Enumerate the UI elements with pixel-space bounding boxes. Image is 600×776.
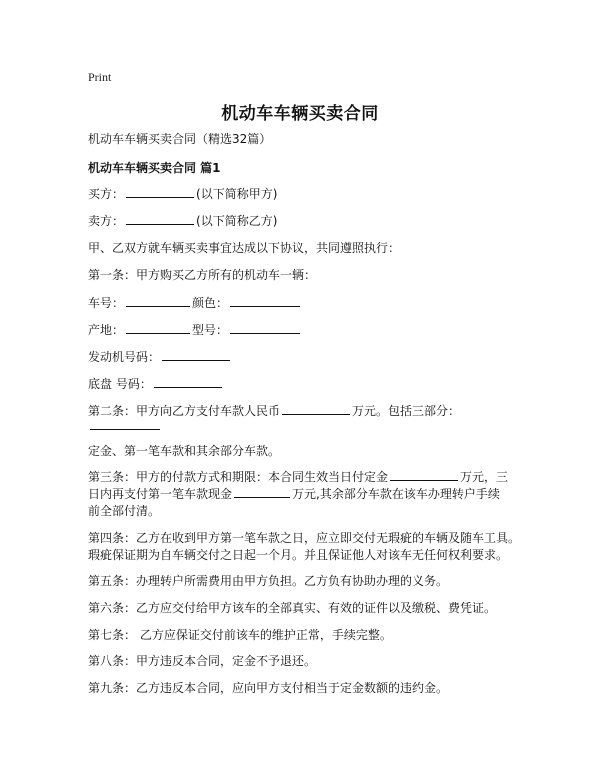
- plate-blank: [126, 295, 190, 307]
- chassis-line: [88, 376, 508, 393]
- deposit-blank: [390, 469, 458, 481]
- engine-blank: [162, 349, 230, 361]
- clause-2-text-a: 第二条：甲方向乙方支付车款人民币: [88, 404, 281, 418]
- intro-paragraph: 甲、乙双方就车辆买卖事宜达成以下协议，共同遵照执行：: [88, 241, 401, 255]
- color-label: 颜色：: [192, 296, 229, 310]
- clause-5: 第五条：办理转户所需费用由甲方负担。乙方负有协助办理的义务。: [88, 574, 449, 588]
- clause-4-line-2: 瑕疵保证期为自车辆交付之日起一个月。并且保证他人对该车无任何权利要求。: [88, 548, 509, 562]
- clause-3-text-d: 万元,其余部分车款在该车办理转户手续: [292, 487, 500, 501]
- clause-3-text-a: 第三条：甲方的付款方式和期限：本合同生效当日付定金: [88, 470, 389, 484]
- clause-3-line-2: [88, 486, 508, 503]
- first-payment-blank: [234, 486, 290, 498]
- origin-blank: [126, 322, 190, 334]
- clause-6: 第六条：乙方应交付给甲方该车的全部真实、有效的证件以及缴税、费凭证。: [88, 601, 497, 615]
- clause-3-line-1: [88, 469, 508, 486]
- buyer-label: 买方：: [88, 187, 125, 201]
- clause-3-line-3: 前全部付清。: [88, 504, 161, 518]
- model-blank: [230, 322, 300, 334]
- buyer-blank: [126, 186, 194, 198]
- plate-label: 车号：: [88, 296, 125, 310]
- buyer-note: (以下简称甲方): [196, 187, 278, 201]
- engine-label: 发动机号码：: [88, 350, 161, 364]
- document-title: 机动车车辆买卖合同: [221, 104, 379, 124]
- chassis-blank: [154, 376, 222, 388]
- clause-2-extra-blank-line: [88, 418, 508, 435]
- seller-blank: [126, 213, 194, 225]
- clause-2-text-b: 万元。包括三部分：: [352, 404, 461, 418]
- origin-label: 产地：: [88, 323, 125, 337]
- model-label: 型号：: [192, 323, 229, 337]
- seller-label: 卖方：: [88, 214, 125, 228]
- clause-4-line-1: 第四条：乙方在收到甲方第一笔车款之日，应立即交付无瑕疵的车辆及随车工具。: [88, 531, 521, 545]
- clause-9: 第九条：乙方违反本合同，应向甲方支付相当于定金数额的违约金。: [88, 681, 449, 695]
- engine-line: [88, 349, 508, 366]
- clause-3-text-b: 万元，三: [460, 470, 509, 484]
- clause-7: 第七条： 乙方应保证交付前该车的维护正常，手续完整。: [88, 628, 392, 642]
- clause-8: 第八条：甲方违反本合同，定金不予退还。: [88, 654, 317, 668]
- seller-line: [88, 213, 508, 230]
- plate-color-line: [88, 295, 508, 312]
- clause-1: 第一条：甲方购买乙方所有的机动车一辆：: [88, 268, 317, 282]
- color-blank: [230, 295, 300, 307]
- price-blank: [282, 403, 350, 415]
- chassis-label: 底盘 号码：: [88, 377, 152, 391]
- clause-2-continued: 定金、第一笔车款和其余部分车款。: [88, 444, 281, 458]
- section-heading: 机动车车辆买卖合同 篇1: [88, 161, 221, 175]
- clause-2-extra-blank: [90, 418, 160, 430]
- seller-note: (以下简称乙方): [196, 214, 278, 228]
- print-label: Print: [88, 70, 112, 84]
- clause-3-text-c: 日内再支付第一笔车款现金: [88, 487, 233, 501]
- buyer-line: [88, 186, 508, 203]
- document-subtitle: 机动车车辆买卖合同（精选32篇）: [88, 132, 272, 146]
- origin-model-line: [88, 322, 508, 339]
